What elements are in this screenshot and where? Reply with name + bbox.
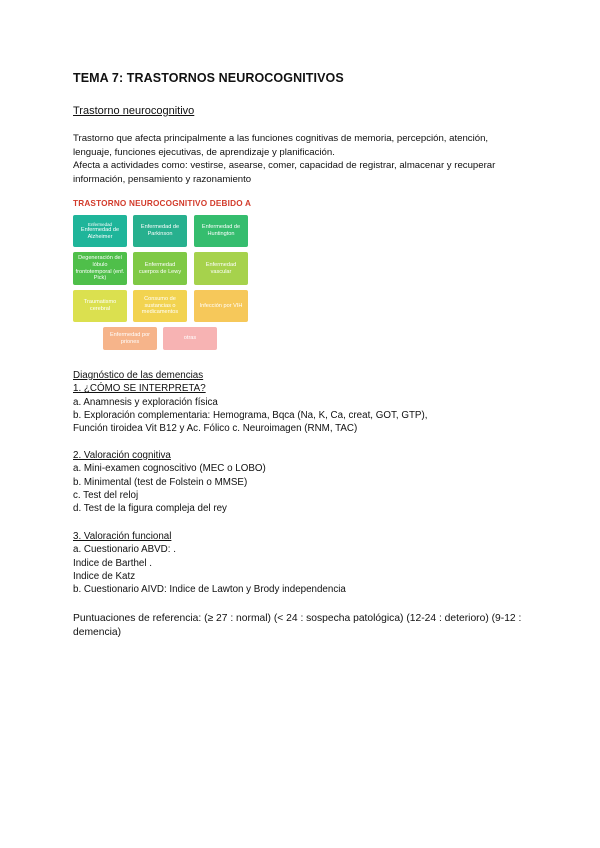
figure-box-huntington bbox=[194, 215, 248, 247]
list-item: Indice de Katz bbox=[73, 570, 136, 582]
figure-box-frontotemporal bbox=[73, 252, 127, 285]
list-item: b. Cuestionario AIVD: Indice de Lawton y Brody independencia bbox=[73, 584, 346, 596]
figure-box-otras bbox=[163, 327, 217, 350]
box-label: Enfermedad vascular bbox=[205, 261, 237, 275]
section-2-heading: 2. Valoración cognitiva bbox=[73, 450, 171, 461]
figure-box-sustancias bbox=[133, 290, 187, 322]
intro-line: información, pensamiento y razonamiento bbox=[73, 173, 252, 185]
diagnosis-section bbox=[73, 369, 427, 435]
box-label: otras bbox=[183, 335, 197, 342]
figure-box-lewy bbox=[133, 252, 187, 285]
box-label: Degeneración del lóbulo frontotemporal (enf. Pick) bbox=[75, 255, 125, 282]
neurocognitive-figure bbox=[73, 199, 253, 354]
reference-line: Puntuaciones de referencia: (≥ 27 : normal) (< 24 : sospecha patológica) (12-24 : deterioro) (9-12 : bbox=[73, 613, 522, 624]
box-label: Infección por VIH bbox=[199, 302, 243, 309]
list-item: d. Test de la figura compleja del rey bbox=[73, 503, 227, 515]
figure-box-vih bbox=[194, 290, 248, 322]
figure-box-parkinson bbox=[133, 215, 187, 247]
list-item: b. Minimental (test de Folstein o MMSE) bbox=[73, 476, 248, 488]
section-3-heading: 3. Valoración funcional bbox=[73, 531, 172, 542]
list-item: c. Test del reloj bbox=[73, 489, 139, 501]
list-item: b. Exploración complementaria: Hemograma, Bqca (Na, K, Ca, creat, GOT, GTP), bbox=[73, 409, 428, 421]
box-label: Enfermedad de Parkinson bbox=[140, 224, 180, 237]
figure-box-traumatismo bbox=[73, 290, 127, 322]
intro-line: lenguaje, funciones ejecutivas, de aprendizaje y planificación. bbox=[73, 146, 335, 158]
box-label: Consumo de sustancias o medicamentos bbox=[141, 296, 179, 316]
page-title: TEMA 7: TRASTORNOS NEUROCOGNITIVOS bbox=[73, 71, 344, 85]
box-prelabel: Enfermedad bbox=[88, 221, 112, 227]
list-item: a. Mini-examen cognoscitivo (MEC o LOBO) bbox=[73, 463, 266, 475]
box-label: Enfermedad por priones bbox=[109, 331, 151, 345]
figure-box-priones bbox=[103, 327, 157, 350]
reference-line: demencia) bbox=[73, 627, 122, 638]
list-item: Indice de Barthel . bbox=[73, 557, 152, 569]
figure-box-vascular bbox=[194, 252, 248, 285]
intro-line: Afecta a actividades como: vestirse, asearse, comer, capacidad de registrar, almacenar y recuperar bbox=[73, 160, 496, 171]
list-item: a. Anamnesis y exploración física bbox=[73, 396, 218, 408]
intro-line: Trastorno que afecta principalmente a las funciones cognitivas de memoria, percepción, atención, bbox=[73, 133, 489, 144]
box-label: Enfermedad cuerpos de Lewy bbox=[138, 261, 182, 275]
diagnosis-heading: Diagnóstico de las demencias bbox=[73, 370, 204, 381]
intro-paragraph bbox=[73, 132, 533, 186]
list-item: a. Cuestionario ABVD: . bbox=[73, 544, 176, 556]
cognitive-section bbox=[73, 449, 266, 515]
section-subtitle: Trastorno neurocognitivo bbox=[73, 105, 195, 117]
box-label: Traumatismo cerebral bbox=[83, 299, 117, 312]
functional-section bbox=[73, 530, 346, 596]
figure-box-alzheimer bbox=[73, 215, 127, 247]
section-1-heading: 1. ¿CÓMO SE INTERPRETA? bbox=[73, 383, 206, 395]
box-label: Enfermedad de Alzheimer bbox=[80, 226, 120, 240]
box-label: Enfermedad de Huntington bbox=[201, 224, 241, 237]
reference-scores bbox=[73, 612, 533, 640]
figure-title: TRASTORNO NEUROCOGNITIVO DEBIDO A bbox=[73, 199, 252, 208]
list-item: Función tiroidea Vit B12 y Ac. Fólico c. Neuroimagen (RNM, TAC) bbox=[73, 423, 358, 435]
